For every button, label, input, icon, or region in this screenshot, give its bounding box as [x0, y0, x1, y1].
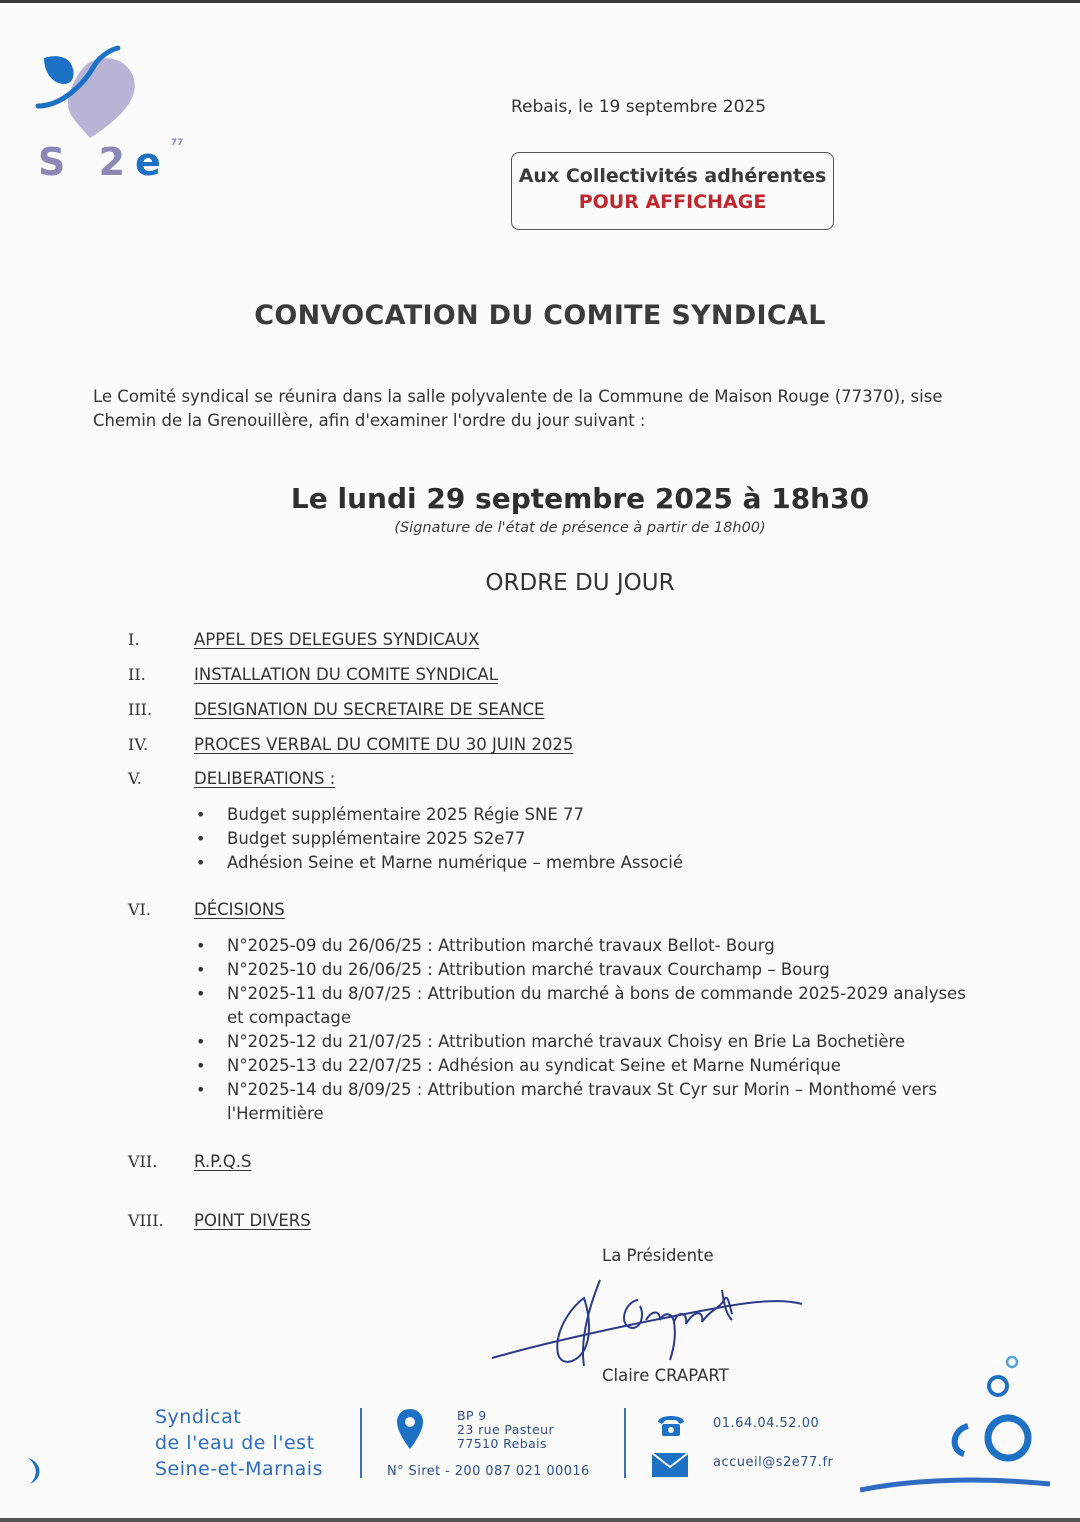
phone-icon [652, 1408, 690, 1440]
footer-address [457, 1409, 554, 1451]
siret-number: N° Siret - 200 087 021 00016 [387, 1464, 590, 1479]
document-title: CONVOCATION DU COMITE SYNDICAL [254, 300, 826, 331]
mail-icon [651, 1452, 689, 1478]
address-line: 23 rue Pasteur [457, 1422, 555, 1437]
list-item: • Budget supplémentaire 2025 S2e77 [194, 827, 683, 851]
agenda-item-label: INSTALLATION DU COMITE SYNDICAL [194, 665, 498, 684]
agenda-item-number: III. [128, 700, 153, 719]
org-line: Seine-et-Marnais [155, 1458, 323, 1480]
list-item: • N°2025-14 du 8/09/25 : Attribution marché travaux St Cyr sur Morin – Monthomé vers l'Hermitière [194, 1078, 974, 1126]
water-bubbles-decoration [860, 1350, 1060, 1495]
agenda-item-label: R.P.Q.S [194, 1152, 252, 1171]
location-pin-icon [395, 1407, 425, 1452]
meeting-datetime: Le lundi 29 septembre 2025 à 18h30 [290, 482, 870, 515]
agenda-item-label: DÉCISIONS [194, 900, 285, 919]
footer-email: accueil@s2e77.fr [713, 1455, 834, 1470]
agenda-item-number: VI. [128, 900, 151, 919]
agenda-item-number: IV. [128, 735, 149, 754]
agenda-item-label: DESIGNATION DU SECRETAIRE DE SEANCE [194, 700, 545, 719]
footer-divider [360, 1408, 362, 1478]
agenda-item-number: VIII. [128, 1211, 164, 1230]
agenda-item-label: POINT DIVERS [194, 1211, 311, 1230]
list-item: • N°2025-12 du 21/07/25 : Attribution marché travaux Choisy en Brie La Bochetière [194, 1030, 974, 1054]
org-line: Syndicat [155, 1406, 242, 1428]
deliberations-list [194, 803, 683, 875]
agenda-item-number: II. [128, 665, 146, 684]
list-item: • N°2025-09 du 26/06/25 : Attribution marché travaux Bellot- Bourg [194, 934, 974, 958]
letter-date: Rebais, le 19 septembre 2025 [511, 97, 767, 117]
list-item: • N°2025-13 du 22/07/25 : Adhésion au syndicat Seine et Marne Numérique [194, 1054, 974, 1078]
footer-phone: 01.64.04.52.00 [713, 1416, 820, 1431]
agenda-item-number: V. [128, 769, 142, 788]
signatory-name: Claire CRAPART [602, 1366, 729, 1385]
wave-decoration-icon [18, 1440, 48, 1490]
footer-divider [624, 1408, 626, 1478]
list-item: • Adhésion Seine et Marne numérique – membre Associé [194, 851, 683, 875]
intro-paragraph: Le Comité syndical se réunira dans la salle polyvalente de la Commune de Maison Rouge (77370), sise Chemin de la Grenouillère, afin d'examiner l'ordre du jour suivant : [93, 387, 943, 430]
agenda-item-label: APPEL DES DELEGUES SYNDICAUX [194, 630, 480, 649]
handwritten-signature [488, 1270, 808, 1380]
attendance-note: (Signature de l'état de présence à partir de 18h00) [394, 520, 766, 536]
posting-note: POUR AFFICHAGE [578, 191, 767, 213]
top-border [0, 0, 1080, 3]
list-item: • N°2025-10 du 26/06/25 : Attribution marché travaux Courchamp – Bourg [194, 958, 974, 982]
agenda-heading: ORDRE DU JOUR [485, 570, 675, 596]
list-item: • N°2025-11 du 8/07/25 : Attribution du marché à bons de commande 2025-2029 analyses et compactage [194, 982, 974, 1030]
address-line: BP 9 [457, 1408, 487, 1423]
agenda-item-number: I. [128, 630, 140, 649]
bottom-border [0, 1518, 1080, 1522]
footer-organization [155, 1404, 323, 1482]
agenda-item-number: VII. [128, 1152, 158, 1171]
agenda-item-label: DELIBERATIONS : [194, 769, 336, 788]
recipient-line: Aux Collectivités adhérentes [518, 165, 827, 187]
org-line: de l'eau de l'est [155, 1432, 315, 1454]
list-item: • Budget supplémentaire 2025 Régie SNE 77 [194, 803, 683, 827]
address-line: 77510 Rebais [457, 1436, 547, 1451]
decisions-list [194, 934, 974, 1126]
agenda-item-label: PROCES VERBAL DU COMITE DU 30 JUIN 2025 [194, 735, 574, 754]
logo-wordmark: S $2e^{77}$ [38, 138, 184, 184]
recipient-box [511, 152, 834, 230]
signatory-role: La Présidente [602, 1246, 714, 1265]
